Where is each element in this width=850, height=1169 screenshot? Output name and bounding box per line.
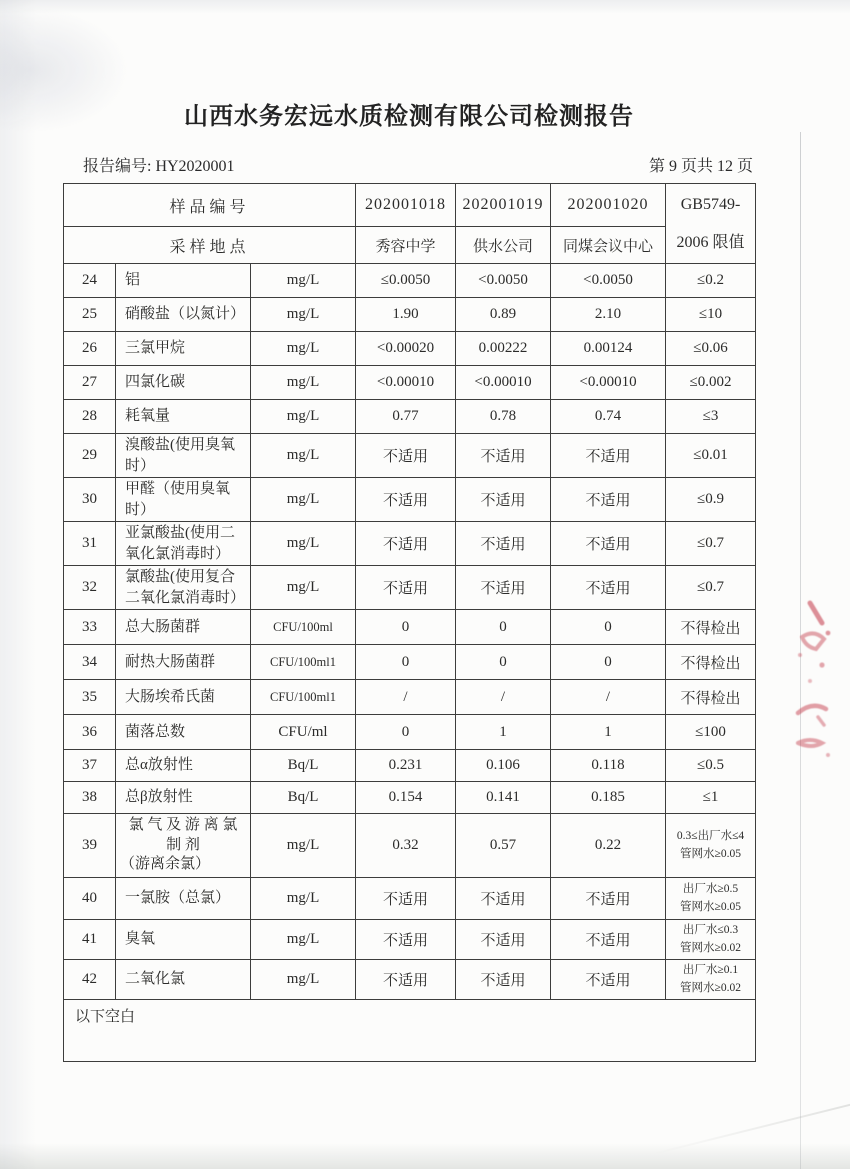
unit: mg/L xyxy=(251,434,356,478)
unit: CFU/100ml1 xyxy=(251,645,356,680)
limit-value: ≤0.7 xyxy=(666,566,756,610)
row-index: 41 xyxy=(64,920,116,960)
row-index: 42 xyxy=(64,960,116,1000)
row-index: 32 xyxy=(64,566,116,610)
sample-value: <0.00010 xyxy=(551,366,666,400)
sample-value: 不适用 xyxy=(456,522,551,566)
sample-id-label: 样品编号 xyxy=(64,184,356,227)
row-index: 33 xyxy=(64,610,116,645)
sample-value: <0.00010 xyxy=(356,366,456,400)
limit-line: 管网水≥0.02 xyxy=(680,981,741,994)
parameter-name: 大肠埃希氏菌 xyxy=(116,680,251,715)
sample-value: 0 xyxy=(551,610,666,645)
limit-value: ≤0.002 xyxy=(666,366,756,400)
limit-value: ≤0.06 xyxy=(666,332,756,366)
parameter-name: 臭氧 xyxy=(116,920,251,960)
table-row xyxy=(64,878,756,920)
sample-value: 不适用 xyxy=(456,566,551,610)
table-row xyxy=(64,478,756,522)
sample-value: / xyxy=(551,680,666,715)
row-index: 39 xyxy=(64,814,116,878)
sample-value: 0.22 xyxy=(551,814,666,878)
sample-value: 1 xyxy=(456,715,551,750)
parameter-name: 氯酸盐(使用复合二氧化氯消毒时） xyxy=(116,566,251,610)
sample-value: 0 xyxy=(356,715,456,750)
sample-value: 不适用 xyxy=(456,960,551,1000)
parameter-name-line: （游离余氯） xyxy=(120,856,211,873)
limit-line: 管网水≥0.05 xyxy=(680,847,741,860)
parameter-name: 铝 xyxy=(116,264,251,298)
sample-site: 同煤会议中心 xyxy=(551,227,666,264)
water-quality-table xyxy=(63,183,756,1062)
table-row xyxy=(64,610,756,645)
limit-line: 0.3≤出厂水≤4 xyxy=(676,829,745,842)
table-row xyxy=(64,645,756,680)
sample-site: 供水公司 xyxy=(456,227,551,264)
limit-value xyxy=(666,878,756,920)
limit-line: 管网水≥0.05 xyxy=(680,900,741,913)
parameter-name xyxy=(116,814,251,878)
report-number: 报告编号: HY2020001 xyxy=(83,158,235,175)
parameter-name: 二氧化氯 xyxy=(116,960,251,1000)
sample-value: 0.106 xyxy=(456,750,551,782)
table-row xyxy=(64,332,756,366)
sample-site: 秀容中学 xyxy=(356,227,456,264)
table-row xyxy=(64,400,756,434)
sample-value: ≤0.0050 xyxy=(356,264,456,298)
row-index: 36 xyxy=(64,715,116,750)
unit: mg/L xyxy=(251,264,356,298)
sample-value: <0.0050 xyxy=(551,264,666,298)
table-row xyxy=(64,366,756,400)
row-index: 28 xyxy=(64,400,116,434)
sample-value: 2.10 xyxy=(551,298,666,332)
row-index: 27 xyxy=(64,366,116,400)
blank-remainder-row xyxy=(64,1000,756,1062)
limit-value xyxy=(666,960,756,1000)
limit-value: ≤1 xyxy=(666,782,756,814)
row-index: 25 xyxy=(64,298,116,332)
row-index: 40 xyxy=(64,878,116,920)
sample-value: 不适用 xyxy=(551,478,666,522)
table-row xyxy=(64,434,756,478)
red-seal-fragment-icon xyxy=(788,585,850,785)
sample-id: 202001020 xyxy=(551,184,666,227)
sample-value: 0 xyxy=(551,645,666,680)
parameter-name-line: 氯 气 及 游 离 氯 xyxy=(128,817,238,834)
limit-standard-line1: GB5749- xyxy=(680,196,741,214)
sample-value: 不适用 xyxy=(356,566,456,610)
sample-value: 不适用 xyxy=(551,566,666,610)
limit-value: ≤10 xyxy=(666,298,756,332)
limit-line: 管网水≥0.02 xyxy=(680,941,741,954)
limit-line: 出厂水≤0.3 xyxy=(682,923,739,936)
limit-value: ≤0.2 xyxy=(666,264,756,298)
sample-value: 不适用 xyxy=(356,522,456,566)
sample-value: 不适用 xyxy=(551,434,666,478)
sample-value: 不适用 xyxy=(356,960,456,1000)
table-row xyxy=(64,814,756,878)
row-index: 31 xyxy=(64,522,116,566)
sample-value: <0.00010 xyxy=(456,366,551,400)
table-row xyxy=(64,264,756,298)
table-row xyxy=(64,522,756,566)
sample-value: 不适用 xyxy=(551,522,666,566)
sample-value: 0.141 xyxy=(456,782,551,814)
sample-value: <0.0050 xyxy=(456,264,551,298)
unit: mg/L xyxy=(251,400,356,434)
sample-value: 不适用 xyxy=(356,434,456,478)
sample-value: 不适用 xyxy=(551,960,666,1000)
limit-value: 不得检出 xyxy=(666,610,756,645)
sample-value: / xyxy=(456,680,551,715)
parameter-name: 溴酸盐(使用臭氧时） xyxy=(116,434,251,478)
sample-value: 不适用 xyxy=(456,920,551,960)
blank-note: 以下空白 xyxy=(64,1000,756,1062)
parameter-name: 总α放射性 xyxy=(116,750,251,782)
parameter-name: 甲醛（使用臭氧时） xyxy=(116,478,251,522)
limit-value xyxy=(666,814,756,878)
parameter-name: 菌落总数 xyxy=(116,715,251,750)
row-index: 38 xyxy=(64,782,116,814)
table-row xyxy=(64,750,756,782)
unit: mg/L xyxy=(251,878,356,920)
row-index: 29 xyxy=(64,434,116,478)
unit: CFU/100ml1 xyxy=(251,680,356,715)
limit-value xyxy=(666,920,756,960)
limit-standard-line2: 2006 限值 xyxy=(676,233,745,251)
table-row xyxy=(64,715,756,750)
sample-value: 0.00124 xyxy=(551,332,666,366)
parameter-name: 总β放射性 xyxy=(116,782,251,814)
sample-value: 不适用 xyxy=(456,478,551,522)
unit: mg/L xyxy=(251,920,356,960)
table-row xyxy=(64,960,756,1000)
sample-value: / xyxy=(356,680,456,715)
sample-value: 0.89 xyxy=(456,298,551,332)
sample-value: 0 xyxy=(356,645,456,680)
limit-value: 不得检出 xyxy=(666,645,756,680)
sample-value: 0 xyxy=(356,610,456,645)
table-row xyxy=(64,566,756,610)
parameter-name: 硝酸盐（以氮计） xyxy=(116,298,251,332)
sample-value: 不适用 xyxy=(551,920,666,960)
sample-value: 0.154 xyxy=(356,782,456,814)
sample-value: 1.90 xyxy=(356,298,456,332)
row-index: 34 xyxy=(64,645,116,680)
meta-row xyxy=(63,153,755,176)
limit-value: ≤3 xyxy=(666,400,756,434)
page-title: 山西水务宏远水质检测有限公司检测报告 xyxy=(184,104,634,130)
limit-line: 出厂水≥0.5 xyxy=(682,882,739,895)
limit-value: 不得检出 xyxy=(666,680,756,715)
unit: mg/L xyxy=(251,298,356,332)
sample-value: 0.77 xyxy=(356,400,456,434)
parameter-name: 总大肠菌群 xyxy=(116,610,251,645)
parameter-name: 一氯胺（总氯） xyxy=(116,878,251,920)
unit: Bq/L xyxy=(251,750,356,782)
sample-value: 不适用 xyxy=(356,478,456,522)
limit-value: ≤0.01 xyxy=(666,434,756,478)
unit: CFU/ml xyxy=(251,715,356,750)
sample-value: 不适用 xyxy=(551,878,666,920)
table-row xyxy=(64,782,756,814)
limit-value: ≤100 xyxy=(666,715,756,750)
sample-value: 不适用 xyxy=(356,878,456,920)
paper-crease xyxy=(653,1097,850,1155)
sample-value: 0 xyxy=(456,645,551,680)
parameter-name: 耐热大肠菌群 xyxy=(116,645,251,680)
sample-value: 0.78 xyxy=(456,400,551,434)
header-row-sample-site xyxy=(64,227,756,264)
sample-value: 0.57 xyxy=(456,814,551,878)
header-row-sample-id xyxy=(64,184,756,227)
sample-value: 1 xyxy=(551,715,666,750)
row-index: 37 xyxy=(64,750,116,782)
unit: mg/L xyxy=(251,522,356,566)
sample-value: 0.32 xyxy=(356,814,456,878)
page-indicator: 第 9 页共 12 页 xyxy=(648,158,753,175)
row-index: 30 xyxy=(64,478,116,522)
limit-line: 出厂水≥0.1 xyxy=(682,963,739,976)
limit-value: ≤0.7 xyxy=(666,522,756,566)
parameter-name: 耗氧量 xyxy=(116,400,251,434)
sample-value: 0.74 xyxy=(551,400,666,434)
sample-site-label: 采样地点 xyxy=(64,227,356,264)
limit-standard-header xyxy=(666,184,756,264)
sample-value: 不适用 xyxy=(456,878,551,920)
unit: mg/L xyxy=(251,566,356,610)
row-index: 35 xyxy=(64,680,116,715)
table-row xyxy=(64,920,756,960)
unit: mg/L xyxy=(251,332,356,366)
unit: mg/L xyxy=(251,366,356,400)
parameter-name-line: 制 剂 xyxy=(166,836,200,853)
sample-value: 0.00222 xyxy=(456,332,551,366)
row-index: 24 xyxy=(64,264,116,298)
table-row xyxy=(64,680,756,715)
parameter-name: 四氯化碳 xyxy=(116,366,251,400)
sample-id: 202001019 xyxy=(456,184,551,227)
table-row xyxy=(64,298,756,332)
unit: Bq/L xyxy=(251,782,356,814)
parameter-name: 三氯甲烷 xyxy=(116,332,251,366)
sample-value: 0.231 xyxy=(356,750,456,782)
sample-value: 0.185 xyxy=(551,782,666,814)
unit: mg/L xyxy=(251,960,356,1000)
sample-value: 0.118 xyxy=(551,750,666,782)
sample-value: 不适用 xyxy=(356,920,456,960)
unit: CFU/100ml xyxy=(251,610,356,645)
sample-value: 0 xyxy=(456,610,551,645)
limit-value: ≤0.9 xyxy=(666,478,756,522)
sample-value: <0.00020 xyxy=(356,332,456,366)
unit: mg/L xyxy=(251,478,356,522)
sample-id: 202001018 xyxy=(356,184,456,227)
limit-value: ≤0.5 xyxy=(666,750,756,782)
row-index: 26 xyxy=(64,332,116,366)
unit: mg/L xyxy=(251,814,356,878)
sample-value: 不适用 xyxy=(456,434,551,478)
parameter-name: 亚氯酸盐(使用二氧化氯消毒时） xyxy=(116,522,251,566)
